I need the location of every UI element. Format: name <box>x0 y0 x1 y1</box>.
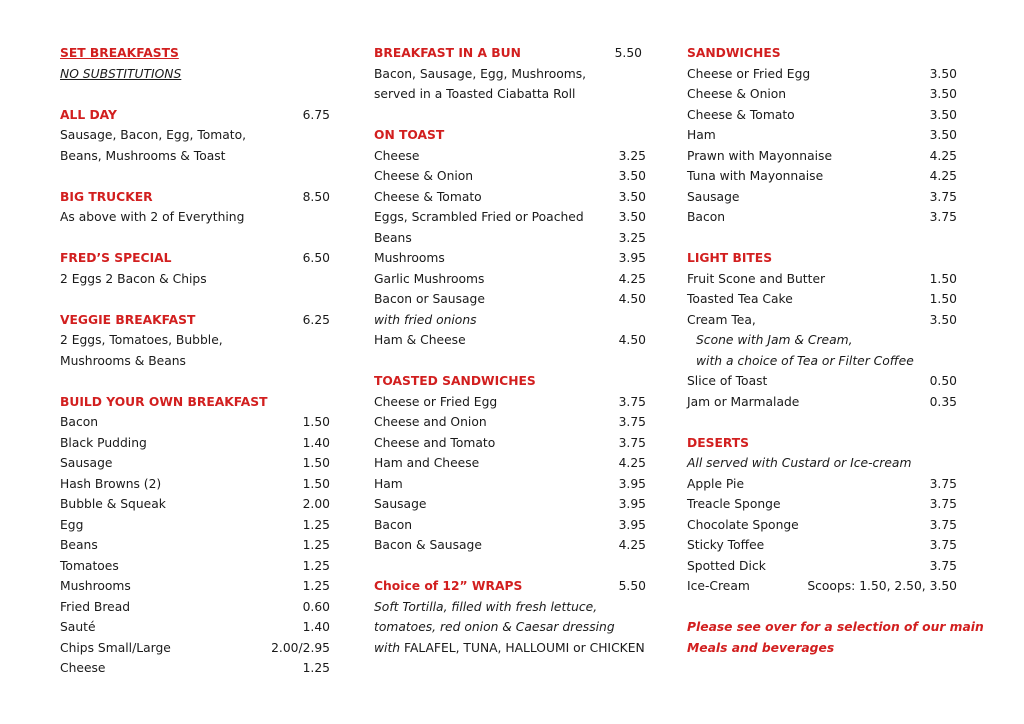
item-desc: Beans, Mushrooms & Toast <box>60 148 226 163</box>
toasted-sandwiches-list <box>374 392 646 556</box>
menu-item-name: Cheese and Tomato <box>374 435 496 450</box>
menu-item-price: 3.75 <box>929 497 957 511</box>
footer-note: Meals and beverages <box>687 640 835 655</box>
menu-item-name: Cream Tea, <box>687 312 756 327</box>
menu-item-name: Bacon & Sausage <box>374 538 482 552</box>
menu-item <box>60 515 330 536</box>
menu-item-price: 1.25 <box>302 517 330 532</box>
item-all-day: ALL DAY 6.75 <box>60 107 330 122</box>
menu-item-price: 4.25 <box>618 456 646 470</box>
item-freds-special: FRED’S SPECIAL 6.50 <box>60 251 330 265</box>
menu-item <box>687 392 957 413</box>
item-big-trucker: BIG TRUCKER 8.50 <box>60 189 330 204</box>
menu-item <box>60 474 330 495</box>
menu-item-name: Bubble & Squeak <box>60 497 166 511</box>
cream-tea-desc: Scone with Jam & Cream, <box>696 333 853 347</box>
section-title-on-toast: ON TOAST <box>374 128 445 142</box>
menu-item-name: Prawn with Mayonnaise <box>687 148 833 163</box>
light-bites-list-2 <box>687 371 957 412</box>
sandwiches-list <box>687 64 957 228</box>
menu-item-price: 3.75 <box>929 476 957 491</box>
menu-item-price: 1.25 <box>302 538 330 552</box>
menu-item-name: Garlic Mushrooms <box>374 271 485 286</box>
item-desc: Mushrooms & Beans <box>60 353 186 368</box>
menu-item-name: Beans <box>60 538 98 552</box>
menu-item-price: 3.75 <box>929 189 957 204</box>
section-title-build-your-own: BUILD YOUR OWN BREAKFAST <box>60 394 268 409</box>
build-your-own-list <box>60 412 330 679</box>
menu-item <box>687 125 957 146</box>
menu-item-name: Cheese <box>60 661 106 675</box>
menu-item-price: 1.50 <box>929 271 957 286</box>
menu-column-1 <box>60 43 330 679</box>
item-desc: 2 Eggs, Tomatoes, Bubble, <box>60 333 223 347</box>
deserts-note: All served with Custard or Ice-cream <box>687 456 912 470</box>
menu-item-price: 4.25 <box>618 271 646 286</box>
menu-item-price: 3.95 <box>618 251 646 265</box>
menu-item-name: Cheese & Tomato <box>374 189 482 204</box>
menu-item <box>374 474 646 495</box>
menu-item <box>687 310 957 331</box>
footer-note: Please see over for a selection of our main <box>687 620 984 634</box>
menu-column-3 <box>687 43 984 658</box>
menu-item <box>687 187 957 208</box>
menu-item-name: Bacon or Sausage <box>374 292 485 306</box>
menu-item-price: 3.25 <box>618 230 646 245</box>
menu-item-price: 1.25 <box>302 558 330 573</box>
item-veggie-breakfast: VEGGIE BREAKFAST 6.25 <box>60 312 330 327</box>
menu-item <box>374 207 646 228</box>
menu-item-price: 1.25 <box>302 661 330 675</box>
menu-item-name: Cheese & Onion <box>687 87 787 101</box>
item-desc: 2 Eggs 2 Bacon & Chips <box>60 271 207 286</box>
menu-item-price: 3.75 <box>929 538 957 552</box>
cream-tea-desc: with a choice of Tea or Filter Coffee <box>696 353 914 368</box>
menu-item-name: Treacle Sponge <box>687 497 781 511</box>
menu-item-price: 3.75 <box>929 517 957 532</box>
on-toast-list <box>374 146 646 310</box>
menu-item-name: Beans <box>374 230 412 245</box>
menu-item-name: Black Pudding <box>60 435 147 450</box>
menu-item-price: 3.75 <box>618 415 646 429</box>
menu-item <box>687 494 957 515</box>
menu-item <box>60 453 330 474</box>
menu-item-name: Tomatoes <box>60 558 119 573</box>
item-desc: Soft Tortilla, filled with fresh lettuce, <box>374 599 598 614</box>
section-title-toasted-sandwiches: TOASTED SANDWICHES <box>374 374 536 388</box>
menu-item-name: Sausage <box>374 497 427 511</box>
menu-item-price: 3.75 <box>929 210 957 224</box>
item-desc: served in a Toasted Ciabatta Roll <box>374 87 576 101</box>
section-title-set-breakfasts: SET BREAKFASTS <box>60 46 179 60</box>
menu-item <box>687 474 957 495</box>
menu-item <box>687 146 957 167</box>
menu-item <box>374 494 646 515</box>
menu-item-price: 0.50 <box>929 374 957 388</box>
menu-item <box>374 269 646 290</box>
menu-item <box>374 535 646 556</box>
menu-item-price: 1.40 <box>302 620 330 634</box>
menu-item-name: Hash Browns (2) <box>60 476 162 491</box>
menu-item-name: Sauté <box>60 620 96 634</box>
item-desc: Bacon, Sausage, Egg, Mushrooms, <box>374 66 587 81</box>
menu-item-name: Sausage <box>60 456 113 470</box>
menu-item-name: Eggs, Scrambled Fried or Poached <box>374 210 584 224</box>
menu-item-name: Mushrooms <box>60 579 131 593</box>
item-desc: tomatoes, red onion & Caesar dressing <box>374 620 615 634</box>
menu-item <box>687 64 957 85</box>
item-desc: As above with 2 of Everything <box>60 210 245 224</box>
menu-item <box>60 494 330 515</box>
menu-item-price: 1.50 <box>929 292 957 306</box>
menu-item-price: 3.95 <box>618 517 646 532</box>
menu-item-price: 3.95 <box>618 497 646 511</box>
menu-item <box>687 535 957 556</box>
menu-item-price: 3.50 <box>929 312 957 327</box>
menu-item-name: Egg <box>60 517 84 532</box>
menu-item-name: Ham <box>687 128 716 142</box>
menu-item-price: 3.50 <box>618 189 646 204</box>
menu-item-price: 1.50 <box>302 476 330 491</box>
menu-item-name: Chips Small/Large <box>60 640 171 655</box>
menu-item <box>60 658 330 679</box>
menu-item-name: Apple Pie <box>687 476 745 491</box>
menu-item-price: 3.25 <box>618 148 646 163</box>
menu-item-name: Fruit Scone and Butter <box>687 271 826 286</box>
light-bites-list <box>687 269 957 331</box>
section-title-sandwiches: SANDWICHES <box>687 46 781 60</box>
menu-item-name: Cheese and Onion <box>374 415 487 429</box>
menu-item-price: 3.50 <box>929 87 957 101</box>
menu-item <box>374 392 646 413</box>
menu-item-price: 4.25 <box>618 538 646 552</box>
menu-item <box>374 146 646 167</box>
menu-item-price: 3.50 <box>929 128 957 142</box>
menu-item-name: Ham <box>374 476 403 491</box>
menu-item-price: 1.40 <box>302 435 330 450</box>
menu-item-price: 3.50 <box>929 66 957 81</box>
menu-item <box>687 84 957 105</box>
menu-item-name: Bacon <box>374 517 413 532</box>
menu-item-name: Sausage <box>687 189 740 204</box>
menu-item <box>687 105 957 126</box>
menu-item <box>374 515 646 536</box>
menu-item-price: 2.00/2.95 <box>271 640 330 655</box>
menu-column-2 <box>374 43 646 658</box>
menu-item-price: 3.75 <box>618 394 646 409</box>
menu-item-name: Tuna with Mayonnaise <box>687 169 824 183</box>
menu-item-price: 3.50 <box>929 107 957 122</box>
menu-item <box>687 371 957 392</box>
menu-item-name: Sticky Toffee <box>687 538 765 552</box>
menu-item-name: Bacon <box>60 415 99 429</box>
menu-item-price: 3.50 <box>618 169 646 183</box>
menu-item <box>60 433 330 454</box>
menu-item <box>687 207 957 228</box>
menu-item <box>687 515 957 536</box>
menu-item <box>374 166 646 187</box>
menu-item-price: 1.25 <box>302 579 330 593</box>
menu-item-name: Ham and Cheese <box>374 456 480 470</box>
menu-item <box>687 289 957 310</box>
menu-item-price: 4.25 <box>929 169 957 183</box>
menu-item <box>374 187 646 208</box>
menu-item-price: 3.75 <box>618 435 646 450</box>
menu-item <box>687 556 957 577</box>
item-ice-cream: Ice-Cream Scoops: 1.50, 2.50, 3.50 <box>687 579 957 593</box>
menu-item-price: 1.50 <box>302 456 330 470</box>
section-title-deserts: DESERTS <box>687 435 750 450</box>
item-desc: Sausage, Bacon, Egg, Tomato, <box>60 128 247 142</box>
menu-item-name: Cheese <box>374 148 420 163</box>
menu-item <box>374 412 646 433</box>
item-ham-cheese: Ham & Cheese 4.50 <box>374 333 646 347</box>
menu-item <box>374 248 646 269</box>
menu-item-name: Cheese or Fried Egg <box>687 66 811 81</box>
menu-item-name: Mushrooms <box>374 251 445 265</box>
menu-item <box>374 289 646 310</box>
menu-item <box>60 597 330 618</box>
menu-item <box>60 535 330 556</box>
menu-item-name: Cheese & Onion <box>374 169 474 183</box>
menu-item-price: 3.75 <box>929 558 957 573</box>
item-wraps: Choice of 12” WRAPS 5.50 <box>374 579 646 593</box>
menu-item-name: Toasted Tea Cake <box>687 292 793 306</box>
menu-item <box>374 228 646 249</box>
menu-item-price: 0.60 <box>302 599 330 614</box>
section-title-light-bites: LIGHT BITES <box>687 251 773 265</box>
menu-item-price: 2.00 <box>302 497 330 511</box>
menu-item <box>60 412 330 433</box>
menu-item-price: 3.50 <box>618 210 646 224</box>
menu-item-name: Spotted Dick <box>687 558 766 573</box>
menu-item <box>687 269 957 290</box>
menu-item <box>60 617 330 638</box>
menu-item-price: 3.95 <box>618 476 646 491</box>
item-breakfast-in-a-bun: BREAKFAST IN A BUN 5.50 <box>374 46 642 60</box>
menu-item-name: Slice of Toast <box>687 374 768 388</box>
menu-item-name: Cheese & Tomato <box>687 107 795 122</box>
menu-item <box>60 638 330 659</box>
menu-item <box>374 453 646 474</box>
menu-item-name: Cheese or Fried Egg <box>374 394 498 409</box>
menu-item-price: 4.50 <box>618 292 646 306</box>
no-substitutions-note: NO SUBSTITUTIONS <box>60 66 182 81</box>
menu-item-name: Chocolate Sponge <box>687 517 799 532</box>
menu-item-name: Jam or Marmalade <box>687 394 800 409</box>
menu-item <box>60 556 330 577</box>
menu-item <box>687 166 957 187</box>
menu-item-price: 0.35 <box>929 394 957 409</box>
menu-item <box>374 433 646 454</box>
menu-item-name: Bacon <box>687 210 726 224</box>
menu-item <box>60 576 330 597</box>
menu-item-name: Fried Bread <box>60 599 131 614</box>
menu-item-price: 1.50 <box>302 415 330 429</box>
wraps-fillings: with FALAFEL, TUNA, HALLOUMI or CHICKEN <box>374 640 645 655</box>
menu-item-price: 4.25 <box>929 148 957 163</box>
deserts-list <box>687 474 957 577</box>
fried-onions-note: with fried onions <box>374 312 477 327</box>
